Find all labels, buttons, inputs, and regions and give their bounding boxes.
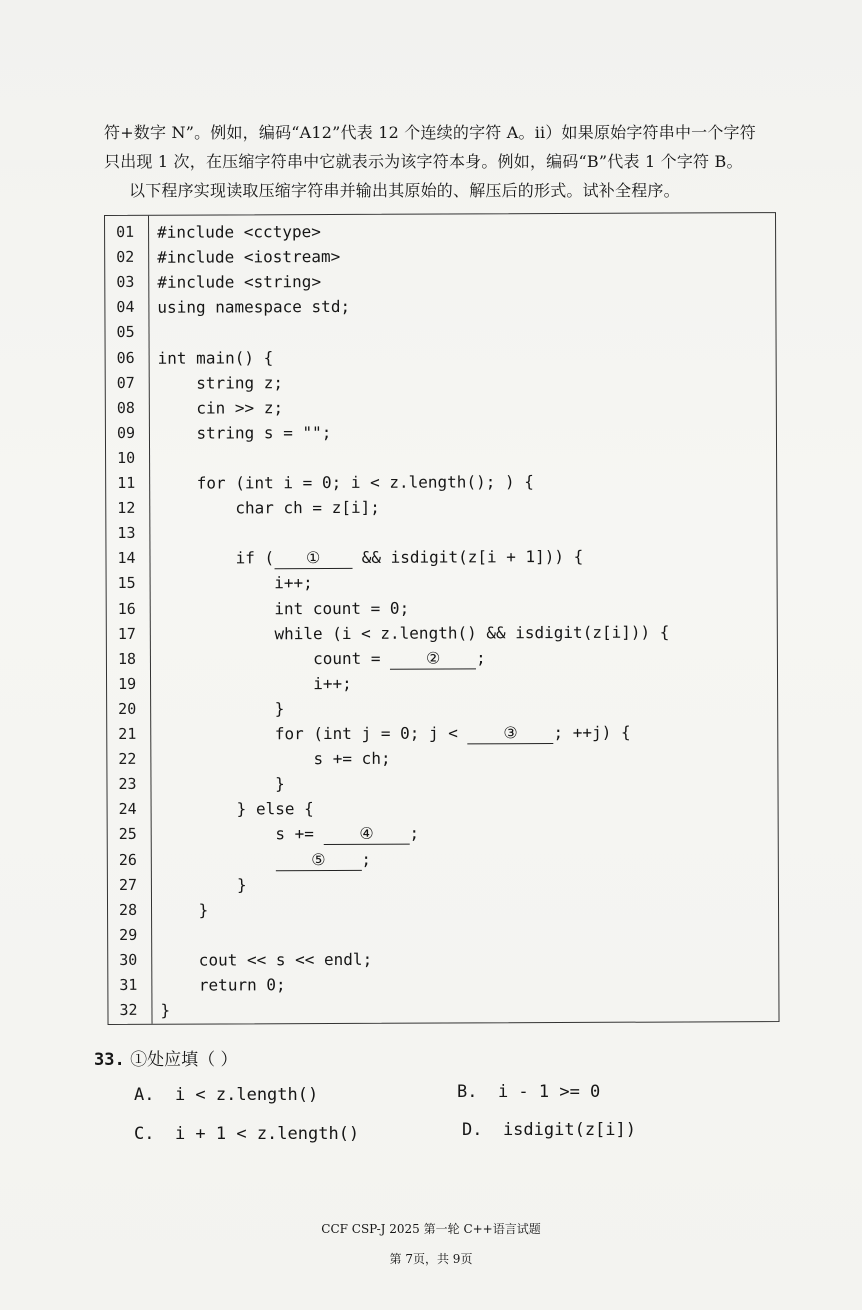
code-text: cout << s << endl;	[160, 949, 373, 970]
line-number: 06	[116, 348, 135, 367]
line-number: 32	[119, 1000, 138, 1020]
code-line	[106, 343, 776, 371]
line-number: 05	[116, 323, 135, 342]
code-text-after-blank: ;	[361, 849, 372, 869]
line-number: 28	[118, 900, 138, 919]
code-text: for (int i = 0; i < z.length(); ) {	[158, 472, 534, 493]
code-line	[107, 744, 777, 772]
code-text: using namespace std;	[157, 297, 351, 318]
code-listing	[104, 212, 780, 1025]
code-text-before-blank: for (int j = 0; j <	[159, 723, 468, 744]
line-number: 08	[116, 398, 135, 417]
code-text-before-blank	[160, 850, 276, 870]
intro-line-2: 只出现 1 次，在压缩字符串中它就表示为该字符本身。例如，编码“B”代表 1 个字符 B。	[104, 152, 743, 171]
code-line	[106, 443, 776, 471]
line-number: 11	[117, 473, 136, 492]
code-line	[108, 920, 778, 948]
code-text: while (i < z.length() && isdigit(z[i])) {	[158, 622, 670, 644]
code-text: #include <iostream>	[157, 247, 341, 267]
line-number: 13	[117, 524, 136, 543]
question-33	[94, 1045, 238, 1070]
fill-in-blank: ②	[390, 648, 476, 669]
code-line	[106, 418, 776, 446]
code-text	[159, 720, 630, 747]
line-number: 10	[117, 448, 136, 467]
code-text-after-blank: ;	[409, 824, 420, 844]
code-line	[108, 819, 778, 847]
code-text	[160, 846, 371, 872]
footer-page-number: 第 7页，共 9页	[389, 1252, 473, 1266]
line-number: 30	[119, 950, 138, 969]
line-number: 17	[117, 624, 136, 643]
line-number: 16	[117, 599, 136, 618]
code-line	[107, 619, 777, 647]
line-number: 31	[119, 975, 138, 994]
option-c: C. i + 1 < z.length()	[134, 1124, 360, 1144]
code-text: int main() {	[157, 347, 274, 368]
code-text: int count = 0;	[158, 598, 410, 619]
code-line	[106, 368, 776, 396]
code-text-before-blank: count =	[158, 648, 391, 669]
code-line	[108, 794, 778, 822]
code-line	[108, 995, 778, 1023]
line-number: 04	[116, 298, 135, 317]
option-a: A. i < z.length()	[134, 1085, 319, 1105]
code-line	[105, 217, 775, 245]
code-text-after-blank: && isdigit(z[i + 1])) {	[352, 547, 584, 568]
code-text: }	[159, 699, 285, 719]
line-number: 22	[118, 749, 137, 769]
line-number: 09	[116, 423, 136, 442]
code-line	[105, 267, 775, 295]
code-line	[106, 543, 776, 571]
code-line	[107, 694, 777, 722]
code-text: cin >> z;	[157, 397, 284, 418]
code-line	[107, 719, 777, 747]
code-text: #include <cctype>	[157, 222, 321, 242]
code-line	[107, 669, 777, 697]
line-number: 18	[117, 649, 137, 668]
option-d: D. isdigit(z[i])	[462, 1120, 636, 1140]
line-number: 29	[119, 925, 138, 944]
code-text: i++;	[158, 573, 313, 594]
fill-in-blank: ③	[467, 723, 553, 744]
code-line	[108, 945, 778, 973]
code-line	[106, 518, 776, 546]
code-text	[159, 645, 486, 671]
line-number: 14	[117, 549, 136, 568]
code-line	[107, 568, 777, 596]
code-text	[158, 544, 583, 571]
line-number: 23	[118, 775, 137, 794]
intro-text	[104, 118, 824, 205]
code-line	[107, 769, 777, 797]
code-text: }	[159, 774, 285, 794]
line-number: 02	[116, 247, 135, 267]
code-line	[106, 468, 776, 496]
code-text: } else {	[159, 799, 314, 820]
code-line	[105, 292, 775, 320]
line-number: 20	[118, 699, 137, 718]
code-line	[108, 970, 778, 998]
line-number: 03	[116, 273, 135, 292]
line-number: 19	[118, 674, 137, 693]
code-line	[108, 895, 778, 923]
line-number: 27	[118, 875, 138, 894]
line-number: 21	[118, 724, 137, 743]
code-line	[108, 870, 778, 898]
code-text: string z;	[157, 372, 284, 393]
code-text: i++;	[159, 673, 352, 694]
code-line	[107, 594, 777, 622]
question-number: 33.	[94, 1050, 125, 1070]
code-text: return 0;	[160, 975, 286, 995]
code-text-before-blank: if (	[158, 548, 275, 569]
code-text-after-blank: ; ++j) {	[553, 722, 631, 743]
line-number: 07	[116, 373, 135, 392]
option-b: B. i - 1 >= 0	[457, 1082, 601, 1102]
code-text-before-blank: s +=	[159, 824, 324, 845]
code-line	[107, 644, 777, 672]
fill-in-blank: ④	[323, 824, 409, 845]
line-number: 25	[118, 825, 137, 844]
code-text: }	[159, 900, 209, 920]
code-text: }	[159, 874, 247, 895]
code-line	[106, 493, 776, 521]
code-line	[105, 242, 775, 270]
question-prompt: ①处应填（ ）	[130, 1050, 238, 1070]
fill-in-blank: ①	[274, 548, 352, 569]
code-text: string s = "";	[157, 422, 332, 443]
code-line	[105, 317, 775, 345]
code-line	[106, 393, 776, 421]
intro-line-1: 符+数字 N”。例如，编码“A12”代表 12 个连续的字符 A。ii）如果原始字符串中一个字符	[104, 123, 756, 142]
line-number: 15	[117, 574, 136, 593]
footer-title: CCF CSP-J 2025 第一轮 C++语言试题	[321, 1222, 541, 1236]
line-number: 26	[118, 850, 137, 869]
code-text: }	[160, 1000, 171, 1020]
code-text: char ch = z[i];	[158, 497, 380, 518]
code-text: s += ch;	[159, 748, 391, 769]
code-text-after-blank: ;	[476, 648, 486, 668]
line-number: 24	[118, 800, 137, 819]
code-text	[160, 821, 420, 847]
intro-line-3: 以下程序实现读取压缩字符串并输出其原始的、解压后的形式。试补全程序。	[129, 181, 680, 200]
fill-in-blank: ⑤	[275, 849, 361, 870]
code-text: #include <string>	[157, 272, 322, 292]
code-line	[108, 845, 778, 873]
line-number: 12	[117, 498, 136, 518]
line-number: 01	[116, 222, 135, 241]
